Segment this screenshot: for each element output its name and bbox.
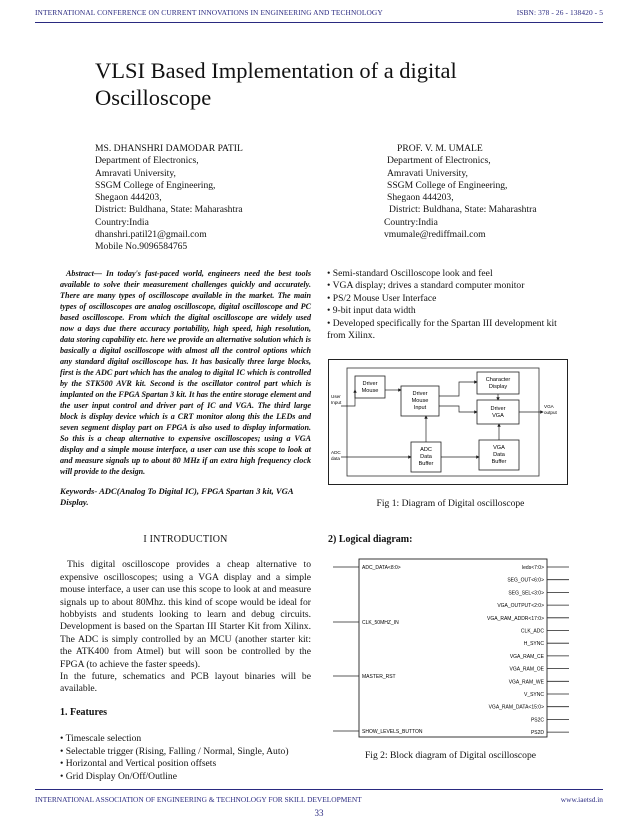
conference-name: INTERNATIONAL CONFERENCE ON CURRENT INNOVATIONS IN ENGINEERING AND TECHNOLOGY bbox=[35, 8, 383, 17]
port-label: VGA_OUTPUT<2:0> bbox=[497, 603, 544, 610]
port-label: ADC_DATA<8:0> bbox=[362, 565, 401, 571]
footer-rule bbox=[35, 789, 603, 790]
features-list-continued bbox=[327, 268, 573, 342]
block-driver-vga bbox=[477, 400, 519, 424]
block-label: Driver bbox=[490, 406, 506, 412]
block-driver-mouse bbox=[355, 376, 385, 398]
block-label: Driver bbox=[412, 391, 428, 397]
block-label: Character bbox=[485, 377, 511, 383]
signal-label: VGA bbox=[544, 404, 554, 409]
list-item: • 9-bit input data width bbox=[327, 305, 416, 317]
page-number: 33 bbox=[314, 808, 324, 818]
block-character-display bbox=[477, 372, 519, 394]
author-email: dhanshri.patil21@gmail.com bbox=[95, 229, 207, 241]
block-label: VGA bbox=[493, 445, 505, 451]
port-label: VGA_RAM_ADDR<17:0> bbox=[487, 615, 544, 622]
block-label: Mouse bbox=[411, 398, 429, 404]
port-label: VGA_RAM_DATA<15:0> bbox=[488, 704, 544, 711]
signal-label: data bbox=[331, 456, 340, 461]
block-label: Data bbox=[493, 452, 505, 458]
author-name: MS. DHANSHRI DAMODAR PATIL bbox=[95, 143, 243, 154]
author-phone: Mobile No.9096584765 bbox=[95, 241, 188, 253]
website-link[interactable]: www.iaetsd.in bbox=[560, 795, 603, 804]
introduction-body bbox=[60, 559, 311, 695]
block-label: Driver bbox=[362, 381, 378, 387]
header-rule bbox=[35, 22, 603, 23]
left-column bbox=[60, 268, 311, 783]
list-item: • Timescale selection bbox=[60, 733, 142, 745]
author-email: vmumale@rediffmail.com bbox=[384, 229, 486, 241]
right-column bbox=[327, 268, 573, 342]
signal-label: ADC bbox=[331, 450, 341, 455]
author-line: Shegaon 444203, bbox=[95, 192, 162, 204]
signal-label: Input bbox=[331, 400, 342, 405]
author-line: Department of Electronics, bbox=[387, 155, 491, 167]
block-label: ADC bbox=[420, 447, 432, 453]
block-label: Input bbox=[413, 405, 427, 411]
block-label: Data bbox=[420, 454, 432, 460]
port-label: VGA_RAM_WE bbox=[508, 679, 544, 686]
list-item: • PS/2 Mouse User Interface bbox=[327, 292, 437, 304]
figure-2-logical-diagram bbox=[333, 555, 569, 741]
figure-1-svg bbox=[329, 360, 567, 484]
isbn: ISBN: 378 - 26 - 138420 - 5 bbox=[516, 8, 603, 17]
port-label: V_SYNC bbox=[523, 692, 544, 698]
block-label: Mouse bbox=[361, 388, 379, 394]
section-heading-features: 1. Features bbox=[60, 706, 108, 718]
author-line: Department of Electronics, bbox=[95, 155, 199, 167]
signal-label: User bbox=[331, 394, 341, 399]
port-label: SHOW_LEVELS_BUTTON bbox=[362, 729, 423, 735]
block-label: Display bbox=[488, 384, 508, 390]
figure-2-caption: Fig 2: Block diagram of Digital oscilloscope bbox=[364, 750, 537, 761]
author-line: SSGM College of Engineering, bbox=[387, 179, 508, 191]
author-line: Country:India bbox=[95, 216, 149, 228]
port-label: CLK_ADC bbox=[520, 628, 544, 635]
page-header bbox=[35, 8, 603, 20]
author-line: District: Buldhana, State: Maharashtra bbox=[389, 204, 537, 216]
author-block-1 bbox=[95, 143, 355, 254]
author-line: District: Buldhana, State: Maharashtra bbox=[95, 204, 243, 216]
block-label: Buffer bbox=[491, 459, 507, 465]
author-line: SSGM College of Engineering, bbox=[95, 179, 216, 191]
section-heading-introduction: I INTRODUCTION bbox=[143, 534, 228, 545]
section-heading-logical-diagram: 2) Logical diagram: bbox=[328, 534, 413, 545]
keywords: Keywords- ADC(Analog To Digital IC), FPGA Spartan 3 kit, VGA Display. bbox=[60, 486, 294, 507]
author-name: PROF. V. M. UMALE bbox=[397, 143, 483, 154]
list-item: • VGA display; drives a standard computer monitor bbox=[327, 280, 525, 292]
author-block-2 bbox=[384, 143, 604, 241]
port-label: MASTER_RST bbox=[362, 674, 396, 680]
figure-2-svg bbox=[333, 555, 569, 741]
figure-1-diagram bbox=[328, 359, 568, 485]
list-item: • Developed specifically for the Spartan III development kit from Xilinx. bbox=[327, 317, 557, 342]
paper-title: VLSI Based Implementation of a digital Oscilloscope bbox=[95, 58, 457, 110]
port-label: SEG_SEL<3:0> bbox=[508, 590, 544, 597]
signal-label: output bbox=[544, 410, 557, 415]
abstract: Abstract— In today's fast-paced world, engineers need the best tools available to solve their measurement challenges quickly and accurately. There are many types of oscilloscope available in the market. The main types of oscilloscopes are analog oscilloscope, digital oscilloscope and PC based oscilloscope. From which the digital oscilloscope are widely used now a days due there accuracy portability, high speed, high resolution, data storing capability etc. here we provide an alternative solution which is basically a digital oscilloscope with almost all the control options which any standard digital oscilloscope has. It has basically three large blocks, first is the ADC part which has the analog to digital IC which is controlled by the STK500 AVR kit. Second is the oscillator control part which is implanted on the FPGA Spartan 3 kit. It has the entire storage element and the user input control and driver part of IC and VGA. The third large block is display device which is a CRT monitor along this the LEDs and seven segment display part on FPGA is also used to display information. So this is a cheap alternative to expensive oscilloscopes; using a VGA display and a simple mouse interface, a user can use this scope to look at and measure signals up to about 80 MHz if an extra high frequency clock will provide to the design. bbox=[60, 269, 311, 476]
association-name: INTERNATIONAL ASSOCIATION OF ENGINEERING & TECHNOLOGY FOR SKILL DEVELOPMENT bbox=[35, 795, 362, 804]
port-label: leds<7:0> bbox=[522, 565, 544, 571]
list-item: • Grid Display On/Off/Outline bbox=[60, 770, 177, 782]
intro-paragraph-2: In the future, schematics and PCB layout binaries will be available. bbox=[60, 670, 311, 695]
intro-paragraph: This digital oscilloscope provides a cheap alternative to expensive oscilloscopes; using a VGA display and a simple mouse interface, a user can use this scope to look at and measure signals up to about 80Mhz. this kind of scope would be ideal for hobbyists and students looking to learn and debug circuits. Development is based on the Spartan III Starter Kit from Xilinx. The ADC is simply controlled by an MCU (another starter kit: the ATK400 from Atmel) but will soon be controlled by the FPGA (to achieve the faster speeds). bbox=[60, 559, 311, 670]
block-label: Buffer bbox=[418, 461, 434, 467]
page-footer bbox=[35, 795, 603, 807]
list-item: • Horizontal and Vertical position offsets bbox=[60, 758, 217, 770]
port-label: VGA_RAM_CE bbox=[509, 653, 544, 660]
features-list bbox=[60, 733, 311, 783]
port-label: VGA_RAM_OE bbox=[509, 666, 544, 673]
port-label: SEG_OUT<6:0> bbox=[507, 577, 544, 584]
author-line: Amravati University, bbox=[387, 167, 468, 179]
author-line: Amravati University, bbox=[95, 167, 176, 179]
author-line: Shegaon 444203, bbox=[387, 192, 454, 204]
figure-1-caption: Fig 1: Diagram of Digital oscilloscope bbox=[376, 498, 525, 509]
port-label: PS2C bbox=[530, 717, 544, 724]
port-label: H_SYNC bbox=[523, 641, 544, 648]
list-item: • Semi-standard Oscilloscope look and feel bbox=[327, 268, 493, 279]
port-label: PS2D bbox=[530, 730, 544, 737]
author-line: Country:India bbox=[384, 216, 438, 228]
block-label: VGA bbox=[492, 413, 504, 419]
port-label: CLK_50MHZ_IN bbox=[362, 620, 399, 626]
list-item: • Selectable trigger (Rising, Falling / Normal, Single, Auto) bbox=[60, 745, 289, 757]
